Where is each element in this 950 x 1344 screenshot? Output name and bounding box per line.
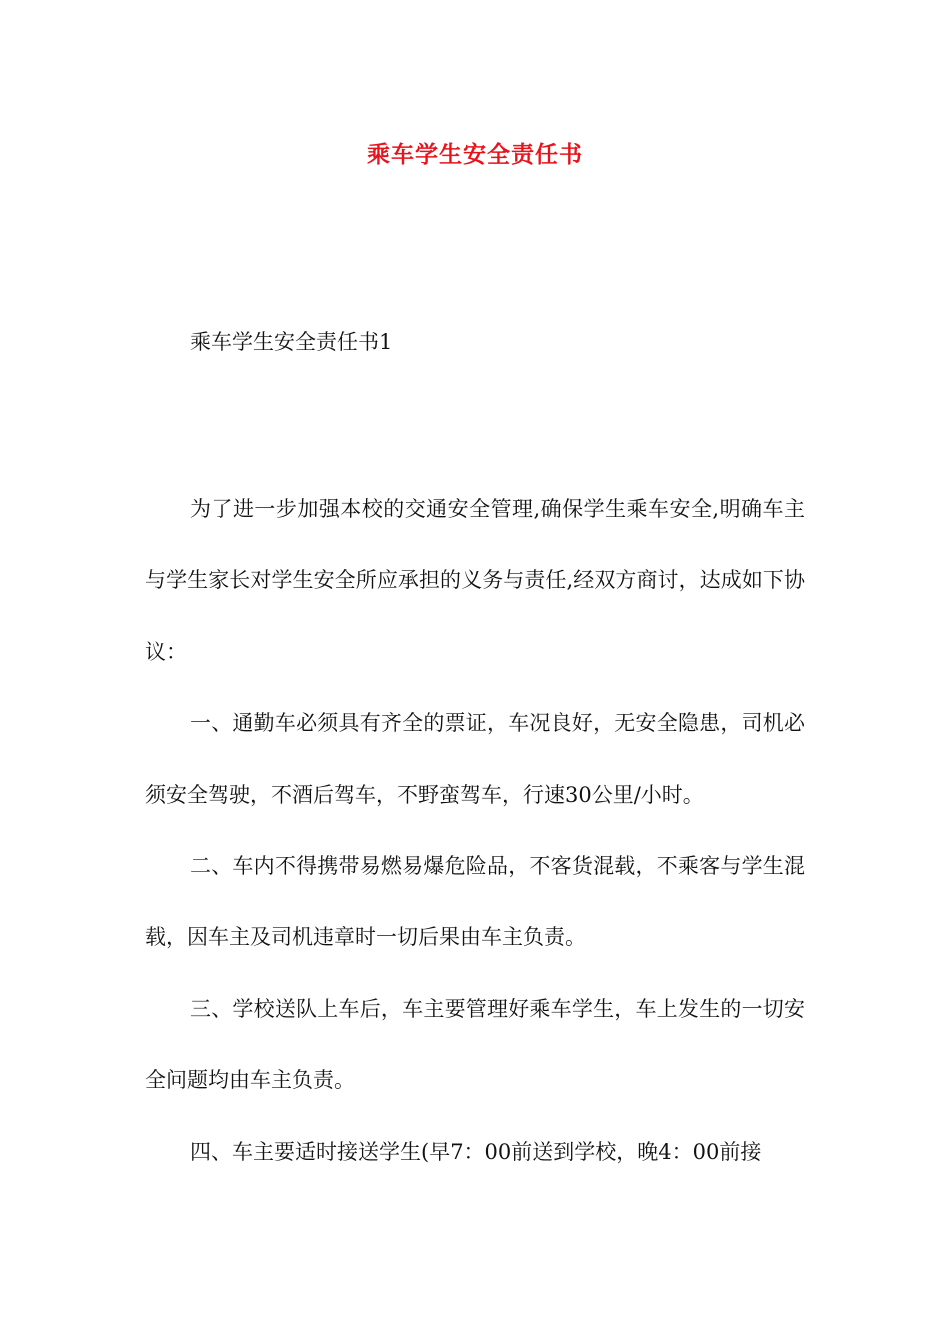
paragraph-intro: 为了进一步加强本校的交通安全管理,确保学生乘车安全,明确车主与学生家长对学生安全所应承担的义务与责任,经双方商讨，达成如下协议：	[145, 497, 805, 664]
paragraph-clause-3: 三、学校送队上车后，车主要管理好乘车学生，车上发生的一切安全问题均由车主负责。	[145, 996, 805, 1093]
section-heading: 乘车学生安全责任书1	[190, 330, 393, 354]
paragraph-clause-4: 四、车主要适时接送学生(早7：00前送到学校，晚4：00前接	[190, 1139, 762, 1164]
paragraph-clause-1: 一、通勤车必须具有齐全的票证，车况良好，无安全隐患，司机必须安全驾驶，不酒后驾车，不野蛮驾车，行速30公里/小时。	[145, 711, 805, 807]
document-title: 乘车学生安全责任书	[367, 141, 583, 168]
paragraph-clause-2: 二、车内不得携带易燃易爆危险品，不客货混载，不乘客与学生混载，因车主及司机违章时一切后果由车主负责。	[145, 854, 805, 950]
document-body	[145, 474, 805, 1188]
